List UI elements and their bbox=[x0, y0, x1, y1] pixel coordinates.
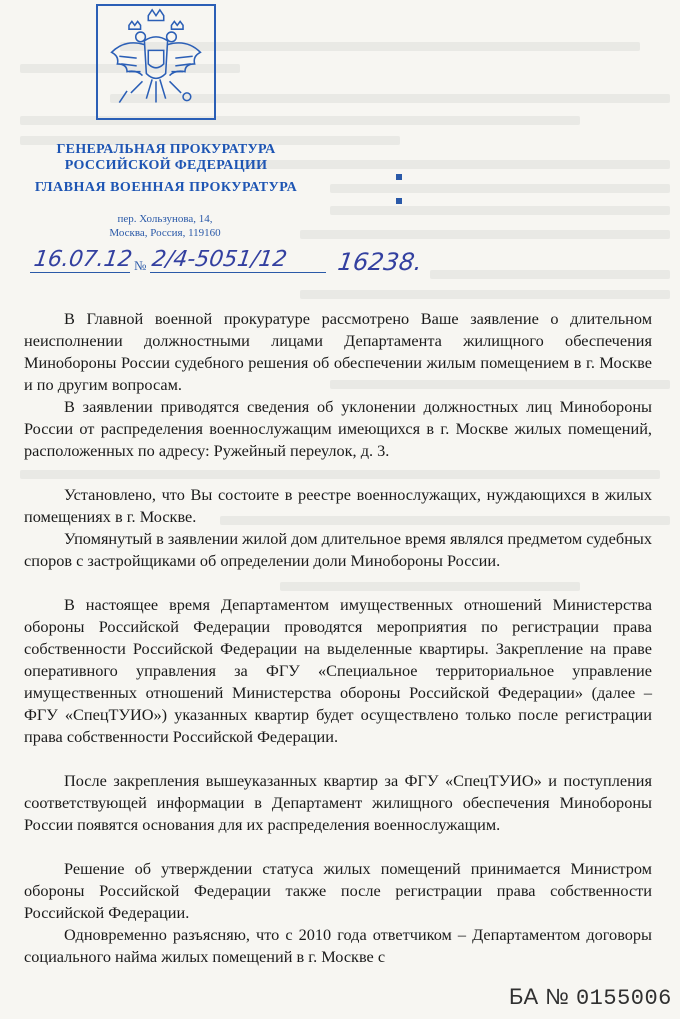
corner-mark bbox=[396, 198, 402, 204]
paragraph: Решение об утверждении статуса жилых помещений принимается Министром обороны Российской Федерации также после регистрации права собственности Российской Федерации. bbox=[24, 859, 652, 922]
number-underline bbox=[150, 272, 326, 273]
handwritten-outgoing-number: 2/4-5051/12 bbox=[150, 247, 289, 272]
paragraph: Установлено, что Вы состоите в реестре военнослужащих, нуждающихся в жилых помещениях в г. Москве. bbox=[24, 485, 652, 526]
handwritten-date: 16.07.12 bbox=[32, 247, 134, 272]
date-underline bbox=[30, 272, 130, 273]
paragraph: В заявлении приводятся сведения об уклонении должностных лиц Минобороны России от распределения военнослужащим имеющихся в г. Москве жилых помещений, расположенных по адресу: Ружейный переулок, д. 3. bbox=[24, 397, 652, 460]
corner-mark bbox=[396, 174, 402, 180]
serial-number: 0155006 bbox=[575, 986, 672, 1011]
paragraph: Одновременно разъясняю, что с 2010 года ответчиком – Департаментом договоры социального найма жилых помещений в г. Москве с bbox=[24, 925, 652, 966]
address-line-2: Москва, Россия, 119160 bbox=[109, 227, 221, 239]
letterhead-line-2: РОССИЙСКОЙ ФЕДЕРАЦИИ bbox=[64, 158, 268, 173]
paragraph: После закрепления вышеуказанных квартир за ФГУ «СпецТУИО» и поступления соответствующей информации в Департамент жилищного обеспечения Минобороны России появятся основания для их распределения военнослужащим. bbox=[24, 771, 652, 834]
number-label: № bbox=[134, 258, 147, 273]
emblem-icon bbox=[96, 4, 216, 120]
form-serial-number bbox=[509, 984, 672, 1011]
letterhead-line-3: ГЛАВНАЯ ВОЕННАЯ ПРОКУРАТУРА bbox=[34, 180, 298, 195]
letterhead-line-1: ГЕНЕРАЛЬНАЯ ПРОКУРАТУРА bbox=[56, 142, 276, 157]
address-line-1: пер. Хользунова, 14, bbox=[117, 213, 213, 225]
paragraph: В настоящее время Департаментом имущественных отношений Министерства обороны Российской Федерации проводятся мероприятия по регистрации права собственности Российской Федерации на выделенные квартиры. Закрепление на праве оперативного управления за ФГУ «Специальное территориальное управление имущественных отношений Министерства обороны Российской Федерации» (далее – ФГУ «СпецТУИО») указанных квартир будет осуществлено только после регистрации права собственности Российской Федерации. bbox=[24, 595, 652, 746]
incoming-registration-number: 16238. bbox=[336, 248, 424, 276]
paragraph: В Главной военной прокуратуре рассмотрено Ваше заявление о длительном неисполнении должностными лицами Департамента жилищного обеспечения Минобороны России судебного решения об обеспечении жилым помещением в г. Москве и по другим вопросам. bbox=[24, 309, 652, 394]
paragraph: Упомянутый в заявлении жилой дом длительное время являлся предметом судебных споров с застройщиками об определении доли Минобороны России. bbox=[24, 529, 652, 570]
serial-series: БА № bbox=[509, 984, 570, 1009]
